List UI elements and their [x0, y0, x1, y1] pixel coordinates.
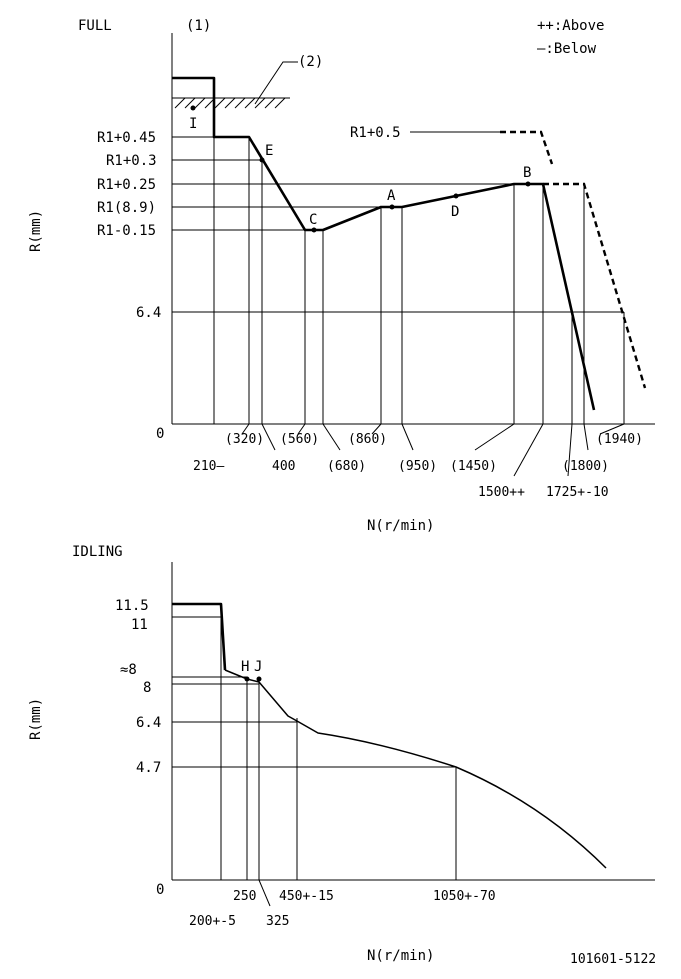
ytick-11: 11 [131, 617, 148, 633]
point-i-label: I [189, 116, 198, 132]
idling-title: IDLING [72, 544, 123, 560]
xtick-200: 200+-5 [189, 914, 236, 929]
full-y-axis-label: R(mm) [28, 209, 44, 252]
xtick-325: 325 [266, 914, 290, 929]
point-a-dot [390, 205, 395, 210]
point-h-dot [245, 677, 250, 682]
xtick-1050: 1050+-70 [433, 889, 496, 904]
idling-diagram [28, 544, 655, 964]
xtick-1800: (1800) [562, 459, 609, 474]
xtick-450: 450+-15 [279, 889, 334, 904]
idling-decay-curve [225, 670, 606, 868]
marker-1-label: (1) [186, 18, 212, 34]
xtick-400: 400 [272, 459, 296, 474]
point-d-dot [454, 194, 459, 199]
full-r1p05-tolerance-curve [500, 132, 552, 164]
ytick-r1p045: R1+0.45 [97, 130, 157, 146]
xtick-1940: (1940) [596, 432, 643, 447]
idling-step-curve [172, 604, 225, 670]
idling-x-axis-label: N(r/min) [367, 948, 435, 964]
xtick-860: (860) [348, 432, 388, 447]
idling-origin-label: 0 [156, 882, 165, 898]
stopper-hatch [172, 62, 298, 108]
idling-y-axis-label: R(mm) [28, 697, 44, 740]
point-b-dot [526, 182, 531, 187]
full-title: FULL [78, 18, 112, 34]
xtick-1450: (1450) [450, 459, 497, 474]
point-j-label: J [254, 659, 263, 675]
marker-2-label: (2) [298, 54, 324, 70]
legend-above: ++:Above [537, 18, 605, 34]
point-e-dot [260, 158, 265, 163]
xtick-1500: 1500++ [478, 485, 525, 500]
point-b-label: B [523, 165, 532, 181]
ytick-4-7: 4.7 [136, 760, 162, 776]
full-x-axis-label: N(r/min) [367, 518, 435, 534]
full-upper-tolerance-curve [543, 184, 645, 388]
xtick-680: (680) [327, 459, 367, 474]
ytick-6-4-idle: 6.4 [136, 715, 162, 731]
full-load-diagram [28, 18, 655, 534]
ytick-r1p025: R1+0.25 [97, 177, 157, 193]
point-d-label: D [451, 204, 460, 220]
ytick-6-4: 6.4 [136, 305, 162, 321]
ytick-r1: R1(8.9) [97, 200, 157, 216]
footer-code: 101601-5122 [570, 952, 657, 967]
xtick-950: (950) [398, 459, 438, 474]
leader-325 [259, 880, 270, 906]
ytick-8: 8 [143, 680, 152, 696]
point-h-label: H [241, 659, 250, 675]
xtick-320: (320) [225, 432, 265, 447]
full-origin-label: 0 [156, 426, 165, 442]
ytick-11-5: 11.5 [115, 598, 149, 614]
point-j-dot [257, 677, 262, 682]
xtick-210: 210— [193, 459, 225, 474]
idling-drop-lines [221, 604, 456, 880]
point-i-dot [191, 106, 196, 111]
point-c-dot [312, 228, 317, 233]
ytick-r1m015: R1-0.15 [97, 223, 157, 239]
ytick-r1p05: R1+0.5 [350, 125, 401, 141]
ytick-r1p03: R1+0.3 [106, 153, 157, 169]
xtick-1725: 1725+-10 [546, 485, 609, 500]
legend-below: —:Below [537, 41, 597, 57]
ytick-approx8: ≈8 [120, 662, 137, 678]
point-e-label: E [265, 143, 274, 159]
point-c-label: C [309, 212, 318, 228]
full-drop-lines [214, 98, 624, 424]
xtick-560: (560) [280, 432, 320, 447]
xtick-250: 250 [233, 889, 257, 904]
point-a-label: A [387, 188, 396, 204]
